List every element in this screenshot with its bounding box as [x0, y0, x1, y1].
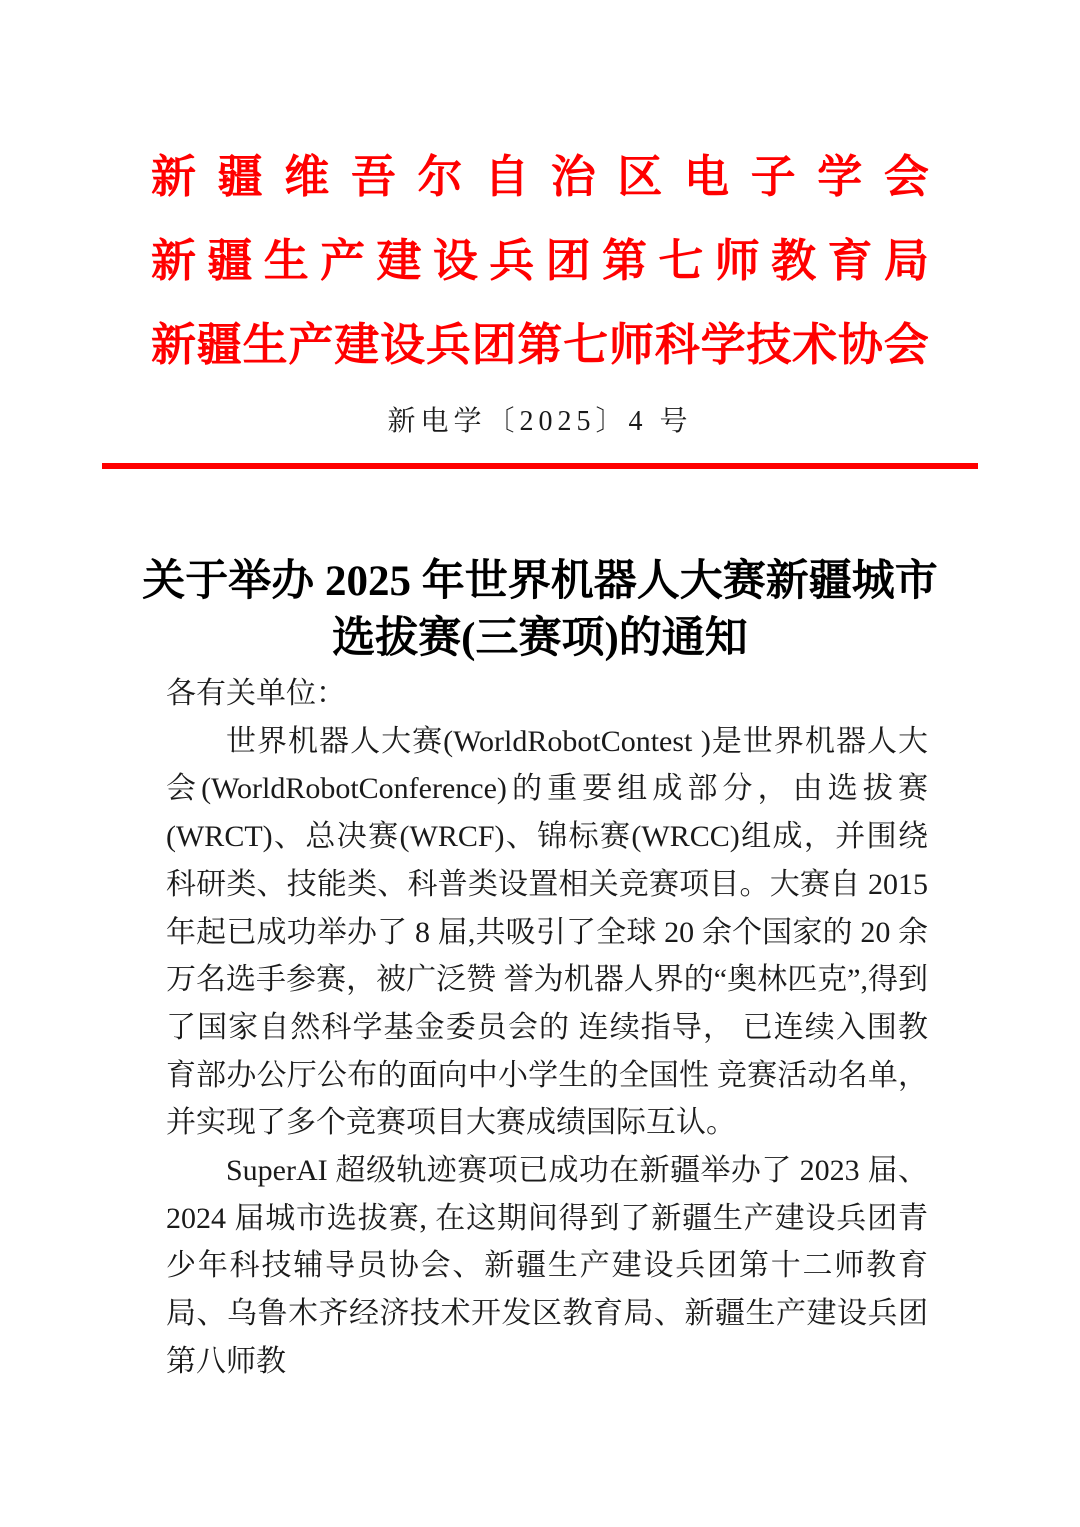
- salutation: 各有关单位：: [166, 677, 346, 710]
- org-name-line-1: 新 疆 维 吾 尔 自 治 区 电 子 学 会: [151, 151, 929, 202]
- doc-number: 新电学〔2025〕4 号: [387, 406, 693, 437]
- doc-title: [0, 553, 1080, 667]
- letterhead: [151, 130, 929, 382]
- paragraph-1: 世界机器人大赛(WorldRobotContest )是世界机器人大会(WorldRobotConference)的重要组成部分，由选拔赛(WRCT)、总决赛(WRCF)、锦标赛(WRCC)组成，并围绕科研类、技能类、科普类设置相关竞赛项目。大赛自 2015 年起已成功举办了 8 届,共吸引了全球 20 余个国家的 20 余万名选手参赛，被广泛赞 誉为机器人界的“奥林匹克”,得到了国家自然科学基金委员会的 连续指导， 已连续入围教育部办公厅公布的面向中小学生的全国性 竞赛活动名单，并实现了多个竞赛项目大赛成绩国际互认。: [166, 724, 928, 1140]
- doc-title-line-2: 选拔赛(三赛项)的通知: [332, 615, 748, 662]
- org-name-line-3: 新 疆 生 产 建 设 兵 团 第 七 师 科 学 技 术 协 会: [151, 319, 929, 370]
- org-name-line-2: 新 疆 生 产 建 设 兵 团 第 七 师 教 育 局: [151, 235, 929, 286]
- doc-body: [166, 670, 928, 1386]
- doc-title-line-1: 关于举办 2025 年世界机器人大赛新疆城市: [142, 558, 938, 605]
- red-divider-rule: [102, 463, 978, 469]
- paragraph-2: SuperAI 超级轨迹赛项已成功在新疆举办了 2023 届、2024 届城市选拔赛, 在这期间得到了新疆生产建设兵团青少年科技辅导员协会、新疆生产建设兵团第十二师教育局、乌鲁木齐经济技术开发区教育局、新疆生产建设兵团第八师教: [166, 1154, 928, 1378]
